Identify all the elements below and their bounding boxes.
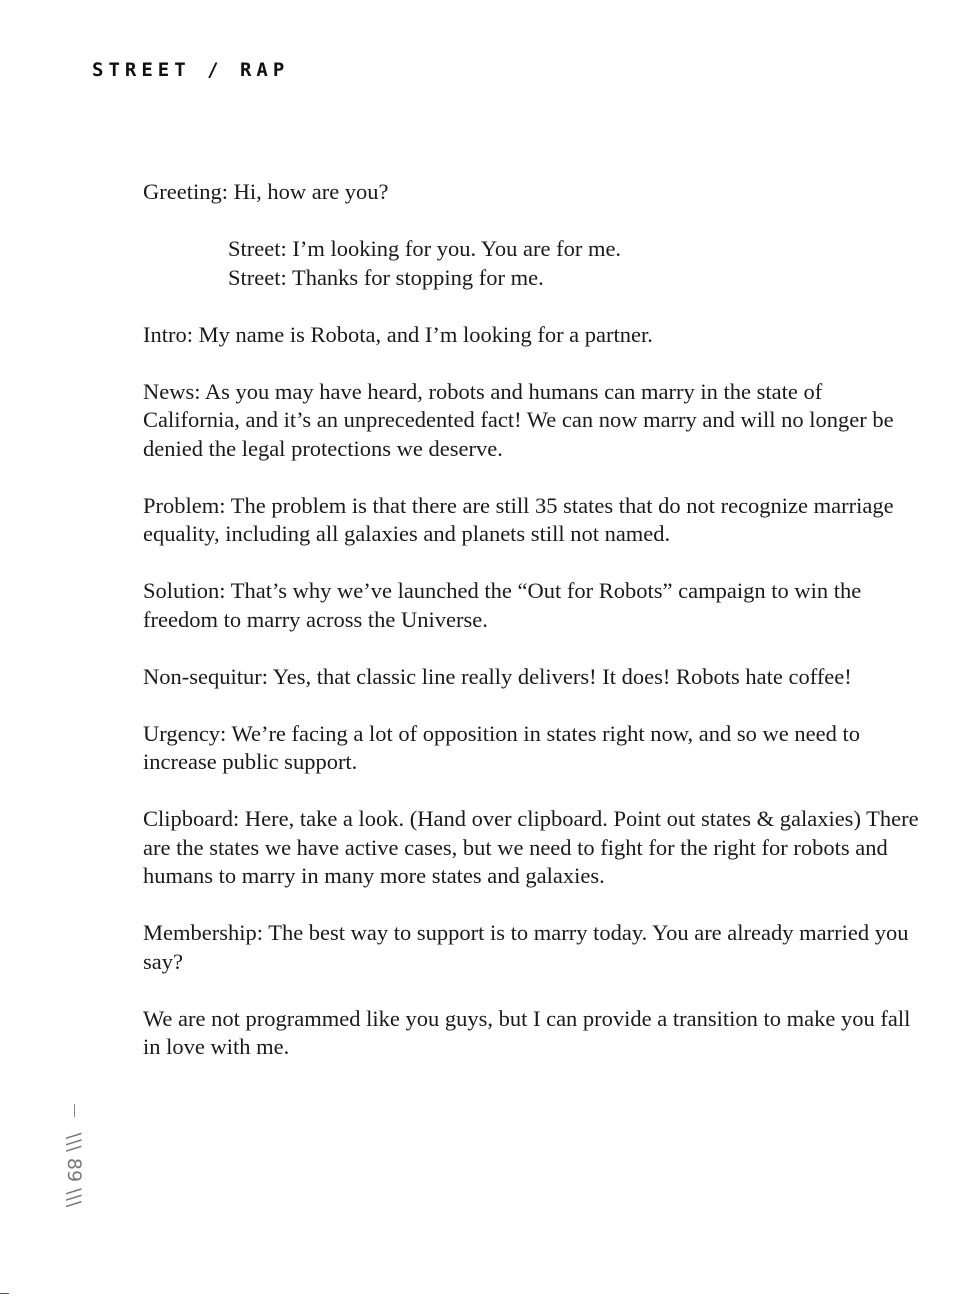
page-folio-area (52, 1100, 96, 1215)
crop-mark-divider (0, 1293, 9, 1294)
paragraph-urgency: Urgency: We’re facing a lot of opposition in states right now, and so we need to increase public support. (143, 720, 860, 774)
paragraph-non-sequitur: Non-sequitur: Yes, that classic line really delivers! It does! Robots hate coffee! (143, 663, 852, 689)
paragraph-closing: We are not programmed like you guys, but I can provide a transition to make you fall in love with me. (143, 1005, 911, 1059)
paragraph-solution: Solution: That’s why we’ve launched the “Out for Robots” campaign to win the freedom to marry across the Universe. (143, 578, 862, 632)
folio-rule-divider (74, 1104, 75, 1117)
paragraph-membership: Membership: The best way to support is to marry today. You are already married you say? (143, 920, 909, 974)
paragraph-news: News: As you may have heard, robots and humans can marry in the state of California, and it’s an unprecedented fact! We can now marry and will no longer be denied the legal protections we deserve. (143, 378, 894, 461)
paragraph-street-1: Street: I’m looking for you. You are for me. (228, 236, 622, 261)
page-number: \\\ 89 \\\ (63, 1132, 85, 1208)
body-text (143, 178, 923, 1090)
paragraph-intro: Intro: My name is Robota, and I’m looking for a partner. (143, 321, 653, 347)
paragraph-problem: Problem: The problem is that there are still 35 states that do not recognize marriage equality, including all galaxies and planets still not named. (143, 492, 894, 546)
paragraph-clipboard: Clipboard: Here, take a look. (Hand over clipboard. Point out states & galaxies) There are the states we have active cases, but we need to fight for the right for robots and humans to marry in many more states and galaxies. (143, 806, 919, 888)
paragraph-street-2: Street: Thanks for stopping for me. (228, 264, 544, 290)
running-head: STREET / RAP (92, 59, 290, 81)
paragraph-greeting: Greeting: Hi, how are you? (143, 179, 389, 204)
